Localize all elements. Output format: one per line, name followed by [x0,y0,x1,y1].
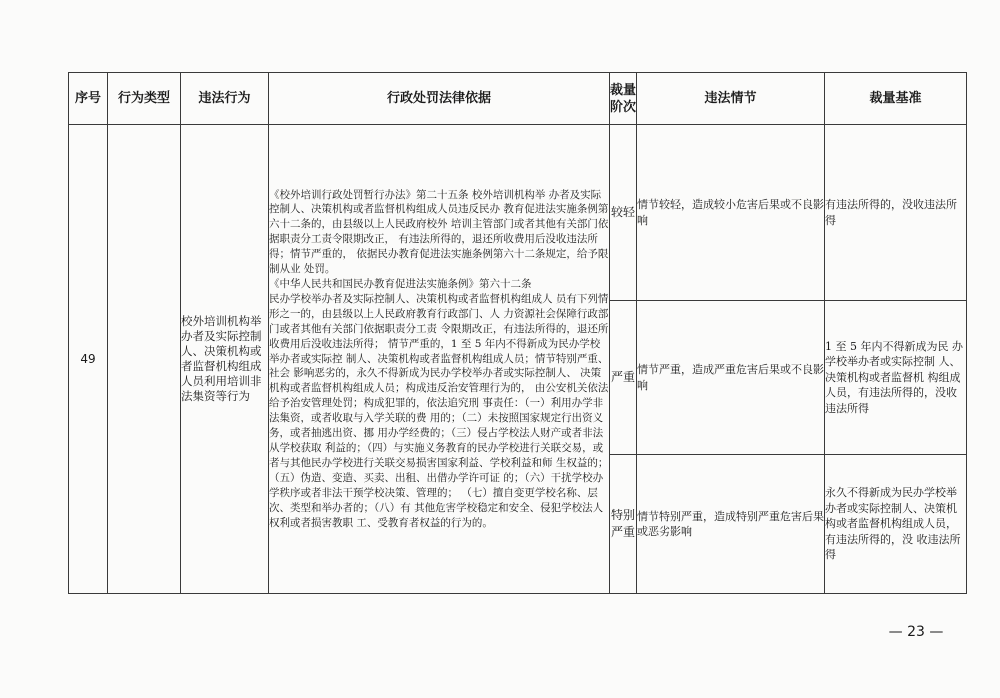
penalty-table [68,72,967,594]
header-behavior: 违法行为 [181,73,269,125]
legal-paragraph-3: 民办学校举办者及实际控制人、决策机构或者监督机构组成人 员有下列情形之一的，由县级以上人民政府教育行政部门、人 力资源社会保障行政部门或者其他有关部门依据职责分工责 令限期改正，有违法所得的，退还所收费用后没收违法所得； 情节严重的，1 至 5 年内不得新成为民办学校举办者或实际控 制人、决策机构或者监督机构组成人员；情节特别严重、社会 影响恶劣的，永久不得新成为民办学校举办者或实际控制人、 决策机构或者监督机构组成人员；构成违反治安管理行为的， 由公安机关依法给予治安管理处罚；构成犯罪的，依法追究刑 事责任：（一）利用办学非法集资，或者收取与入学关联的费 用的；（二）未按照国家规定行出资义务，或者抽逃出资、挪 用办学经费的；（三）侵占学校法人财产或者非法从学校获取 利益的；（四）与实施义务教育的民办学校进行关联交易，或 者与其他民办学校进行关联交易损害国家利益、学校利益和师 生权益的；（五）伪造、变造、买卖、出租、出借办学许可证 的；（六）干扰学校办学秩序或者非法干预学校决策、管理的； （七）擅自变更学校名称、层次、类型和举办者的；（八）有 其他危害学校稳定和安全、侵犯学校法人权利或者损害教职 工、受教育者权益的行为的。 [269,292,609,529]
basis-light: 有违法所得的，没收违法所得 [825,125,967,301]
plot-serious: 情节严重，造成严重危害后果或不良影响 [637,301,825,455]
level-very-serious: 特别严重 [610,455,637,594]
basis-very-serious: 永久不得新成为民办学校举办者或实际控制人、决策机构或者监督机构组成人员，有违法所得的，没 收违法所得 [825,455,967,594]
row-type [108,125,181,594]
level-serious: 严重 [610,301,637,455]
row-legal-basis [269,125,610,594]
header-basis: 裁量基准 [825,73,967,125]
legal-paragraph-1: 《校外培训行政处罚暂行办法》第二十五条 校外培训机构举 办者及实际控制人、决策机构或者监督机构组成人员违反民办 教育促进法实施条例第六十二条的，由县级以上人民政府校外 培训主管部门或者其他有关部门依据职责分工责令限期改正， 有违法所得的，退还所收费用后没收违法所得；情节严重的， 依据民办教育促进法实施条例第六十二条规定，给予限制从业 处罚。 [269,188,609,276]
page-number: — 23 — [888,624,944,640]
row-number: 49 [69,125,108,594]
header-type: 行为类型 [108,73,181,125]
table-row [69,125,967,301]
row-behavior: 校外培训机构举办者及实际控制人、决策机构或者监督机构组成人员利用培训非法集资等行为 [181,125,269,594]
header-legal-basis: 行政处罚法律依据 [269,73,610,125]
header-level: 裁量阶次 [610,73,637,125]
legal-paragraph-2: 《中华人民共和国民办教育促进法实施条例》第六十二条 [269,278,532,291]
level-light: 较轻 [610,125,637,301]
plot-light: 情节较轻，造成较小危害后果或不良影响 [637,125,825,301]
plot-very-serious: 情节特别严重，造成特别严重危害后果或恶劣影响 [637,455,825,594]
header-plot: 违法情节 [637,73,825,125]
header-seq: 序号 [69,73,108,125]
table-header-row [69,73,967,125]
basis-serious: 1 至 5 年内不得新成为民 办学校举办者或实际控制 人、决策机构或者监督机 构组成人员，有违法所得的，没收违法所得 [825,301,967,455]
